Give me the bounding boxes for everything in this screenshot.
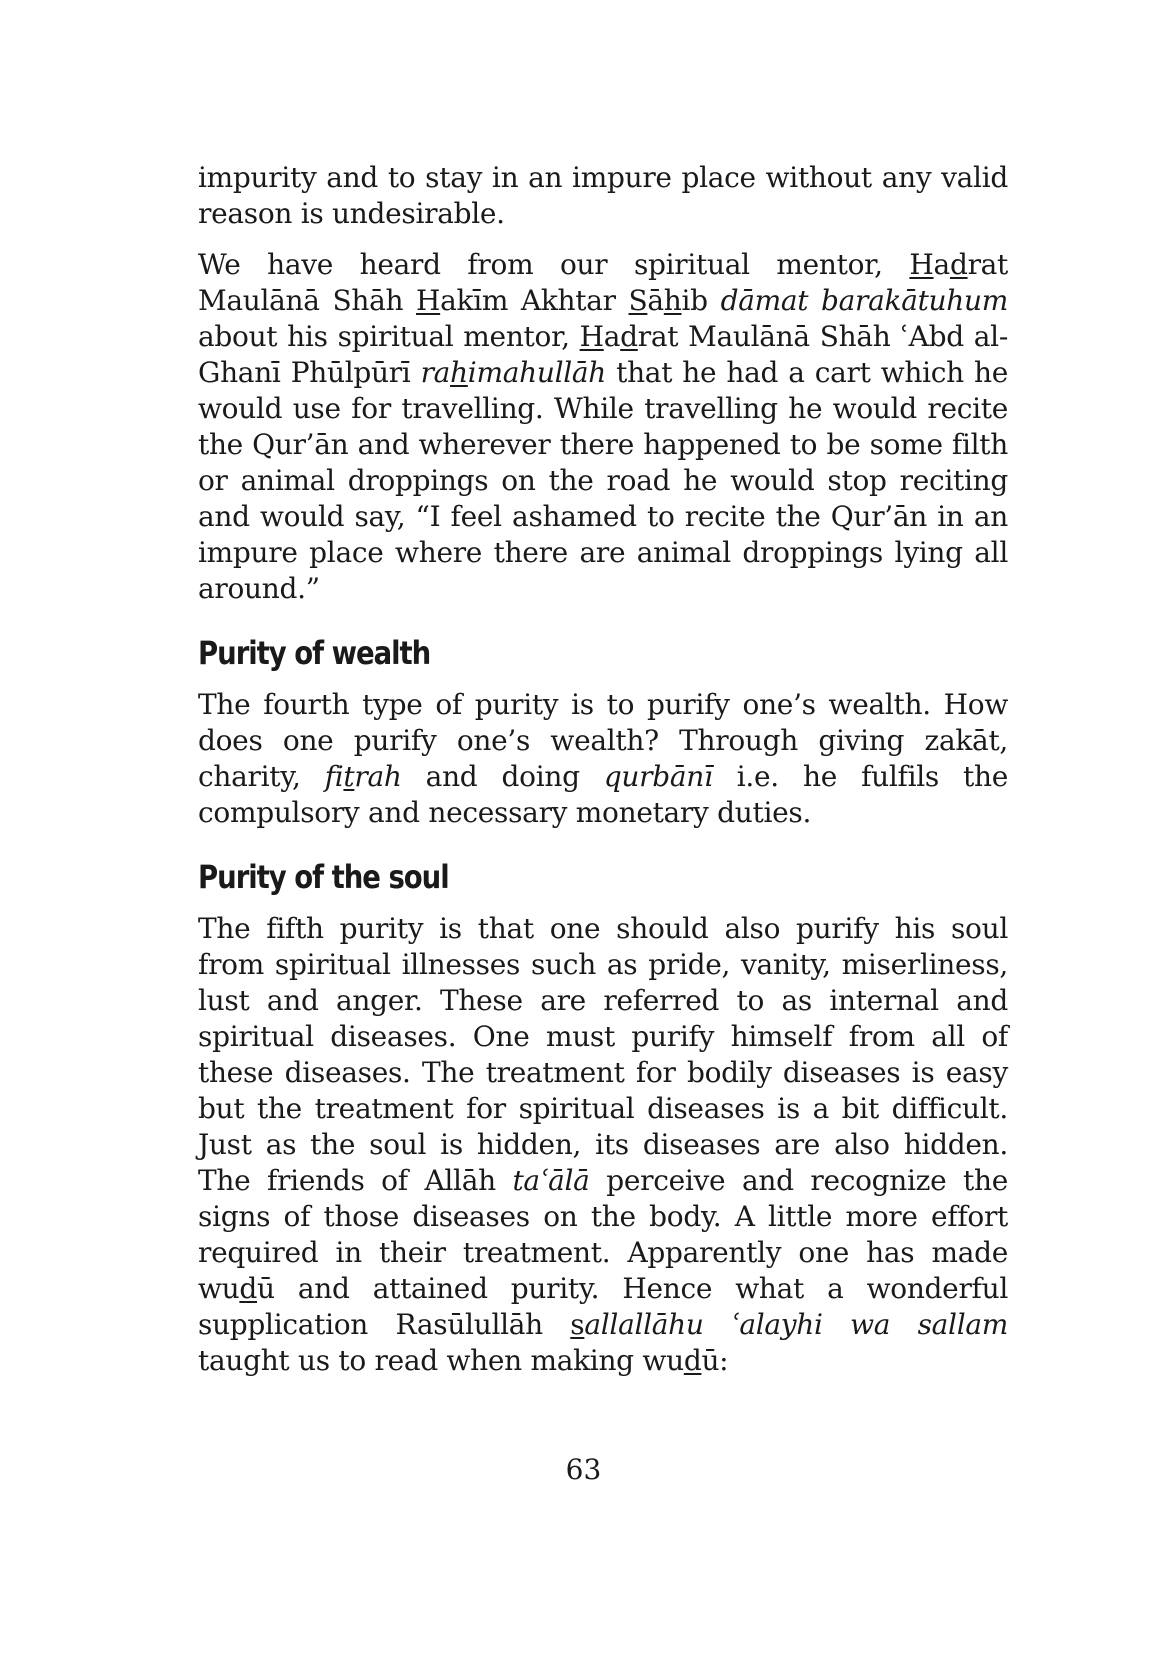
- honorific-italic: dāmat barakātuhum: [720, 284, 1009, 317]
- transliteration-underlined: h: [663, 284, 682, 317]
- transliteration-underlined: t: [343, 760, 355, 793]
- text-run: rat: [967, 248, 1008, 281]
- text-run: about his spiritual mentor,: [198, 320, 580, 353]
- text-run: akīm: [440, 284, 509, 317]
- text-run: rat: [637, 320, 679, 353]
- text-run: taught us to read when making wu: [198, 1344, 684, 1377]
- paragraph-4: [198, 911, 1008, 1379]
- term-italic: [325, 760, 402, 793]
- text-run: Maulānā Shāh ʿAbd al-Ghanī Phūlpūrī: [198, 320, 1008, 389]
- section-heading-wealth: Purity of wealth: [198, 634, 431, 672]
- honorific-italic: taʿālā: [512, 1164, 590, 1197]
- page-content: [198, 160, 1008, 1379]
- text-run: that he had a cart which he would use for travelling. While travelling he would recite the Qur’ān and wherever there happened to be some filth or animal droppings on the road he would stop reciting and would say, “I feel ashamed to recite the Qur’ān in an impure place where there are animal droppings lying all around.”: [198, 356, 1008, 605]
- honorific-italic: allallāhu ʿalayhi wa sallam: [584, 1308, 1008, 1341]
- text-run: ū: [257, 1272, 275, 1305]
- text-run: imahullāh: [467, 356, 606, 389]
- term-italic: qurbānī: [603, 760, 713, 793]
- text-run: a: [933, 248, 950, 281]
- text-run: a: [603, 320, 621, 353]
- text-run: Akhtar: [508, 284, 629, 317]
- text-run: rah: [354, 760, 402, 793]
- text-run: i.e. he fulfils the compulsory and necessary monetary duties.: [198, 760, 1009, 829]
- paragraph-3: [198, 687, 1008, 831]
- transliteration-underlined: s: [570, 1308, 585, 1341]
- text-run: ā: [647, 284, 664, 317]
- text-run: ib: [681, 284, 708, 317]
- text-run: and attained purity. Hence what a wonderful supplication Rasūlullāh: [198, 1272, 1008, 1341]
- text-run: Maulānā Shāh: [198, 284, 417, 317]
- transliteration-underlined: d: [683, 1344, 702, 1377]
- transliteration-underlined: d: [239, 1272, 258, 1305]
- text-run: fi: [324, 760, 344, 793]
- section-heading-soul: Purity of the soul: [198, 858, 449, 896]
- text-run: ū:: [701, 1344, 729, 1377]
- transliteration-underlined: d: [620, 320, 638, 353]
- text-run: and doing: [401, 760, 604, 793]
- paragraph-1: impurity and to stay in an impure place without any valid reason is undesirable.: [198, 161, 1008, 230]
- text-run: The fifth purity is that one should also purify his soul from spiritual illnesses such as pride, vanity, miserliness, lust and anger. These are referred to as internal and spiritual diseases. One must purify himself from all of these diseases. The treatment for bodily diseases is easy but the treatment for spiritual diseases is a bit difficult. Just as the soul is hidden, its diseases are also hidden. The friends of Allāh: [198, 912, 1008, 1197]
- page-number: 63: [565, 1453, 602, 1486]
- paragraph-2: [198, 247, 1008, 607]
- honorific-italic: [421, 356, 606, 389]
- transliteration-underlined: H: [579, 320, 604, 353]
- transliteration-underlined: h: [450, 356, 468, 389]
- text-run: [708, 284, 721, 317]
- transliteration-underlined: H: [909, 248, 934, 281]
- text-run: ra: [420, 356, 451, 389]
- text-run: We have heard from our spiritual mentor,: [198, 248, 910, 281]
- text-run: The fourth type of purity is to purify one’s wealth. How does one purify one’s wealth? Through giving zakāt, charity,: [198, 688, 1008, 793]
- transliteration-underlined: H: [416, 284, 441, 317]
- text-run: perceive and recognize the signs of those diseases on the body. A little more effort required in their treatment. Apparently one has made wu: [198, 1164, 1008, 1305]
- transliteration-underlined: S: [628, 284, 648, 317]
- transliteration-underlined: d: [949, 248, 968, 281]
